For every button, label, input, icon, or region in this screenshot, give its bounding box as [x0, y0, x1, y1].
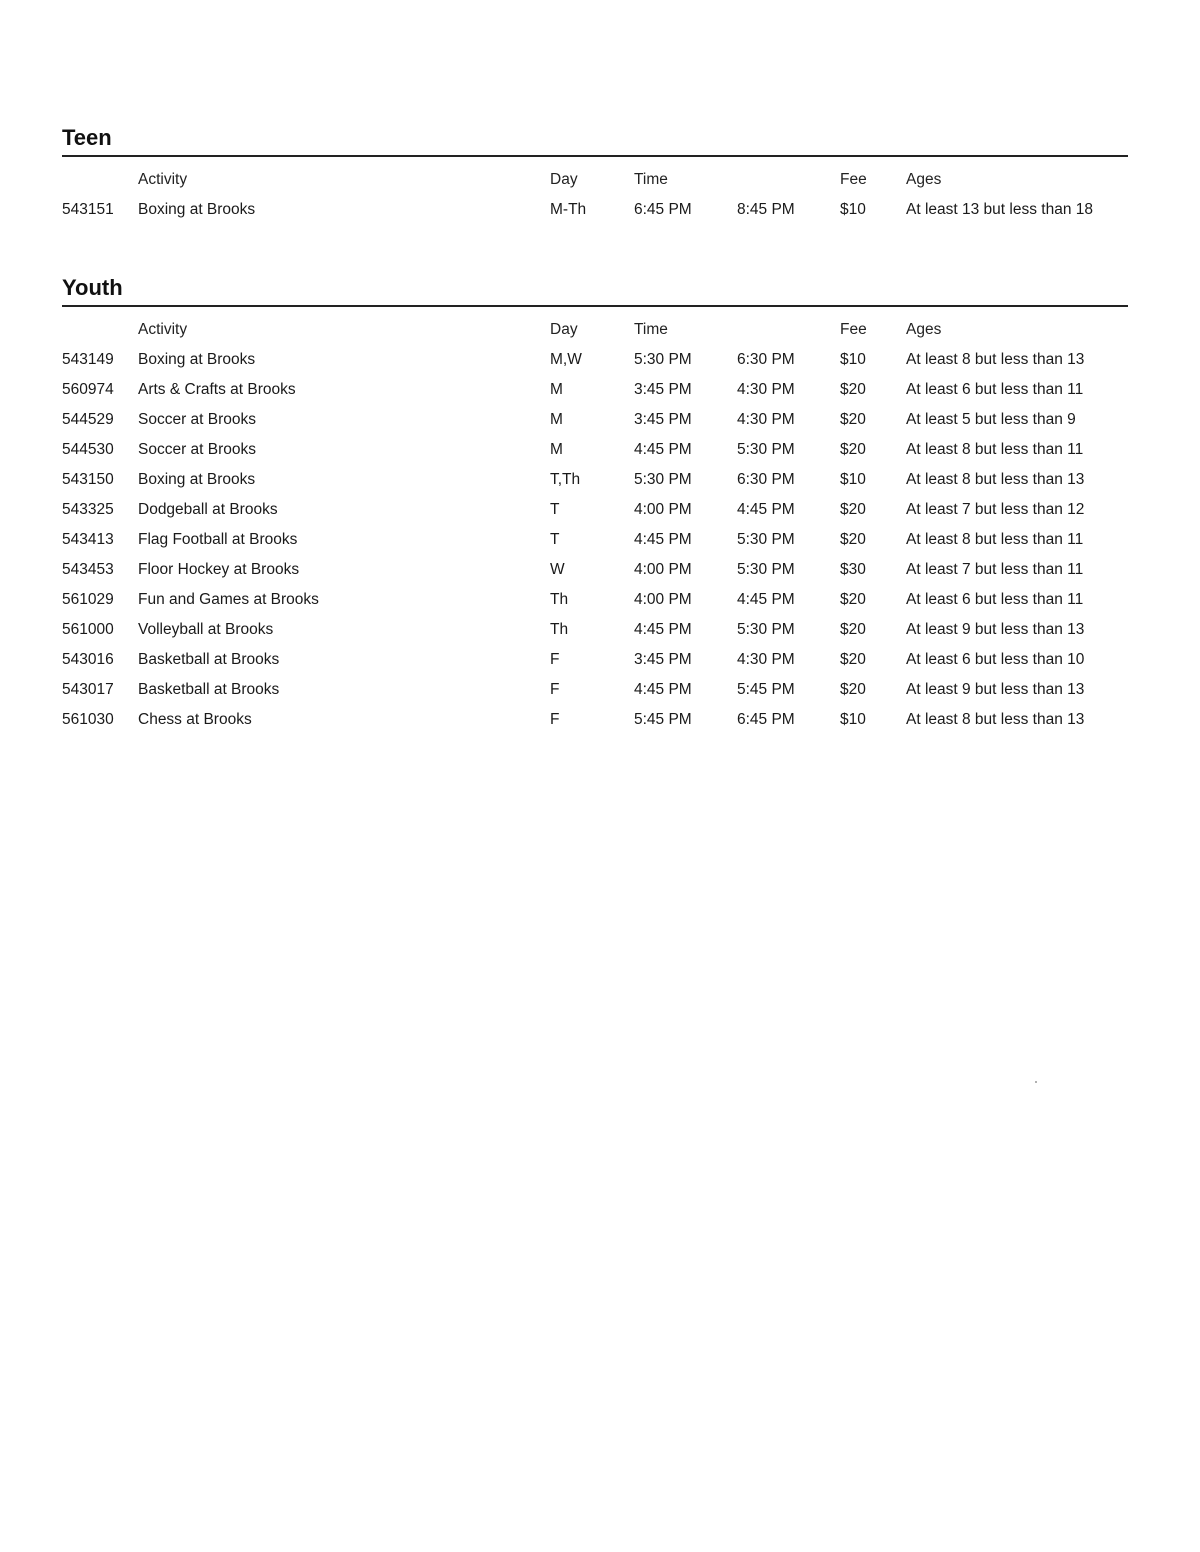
table-row — [62, 585, 1128, 615]
start-time: 4:45 PM — [634, 621, 692, 638]
end-time: 4:45 PM — [737, 501, 795, 518]
teen-title: Teen — [62, 125, 112, 150]
course-code: 560974 — [62, 381, 114, 398]
day-value: F — [550, 711, 560, 728]
ages-value: At least 8 but less than 13 — [906, 471, 1085, 488]
end-time: 5:30 PM — [737, 621, 795, 638]
teen-divider — [62, 155, 1128, 157]
activity-name: Flag Football at Brooks — [138, 531, 298, 548]
end-time: 4:45 PM — [737, 591, 795, 608]
end-time: 4:30 PM — [737, 651, 795, 668]
day-value: M,W — [550, 351, 582, 368]
start-time: 3:45 PM — [634, 411, 692, 428]
end-time: 5:30 PM — [737, 561, 795, 578]
teen-header-row — [62, 165, 1128, 195]
fee-value: $20 — [840, 441, 866, 458]
day-value: F — [550, 651, 560, 668]
table-row — [62, 195, 1128, 225]
fee-value: $10 — [840, 471, 866, 488]
fee-value: $20 — [840, 681, 866, 698]
ages-value: At least 7 but less than 11 — [906, 561, 1084, 578]
fee-value: $10 — [840, 201, 866, 218]
activity-name: Fun and Games at Brooks — [138, 591, 319, 608]
end-time: 5:45 PM — [737, 681, 795, 698]
ages-value: At least 9 but less than 13 — [906, 621, 1085, 638]
ages-value: At least 8 but less than 13 — [906, 351, 1085, 368]
fee-header: Fee — [840, 171, 867, 188]
course-code: 543016 — [62, 651, 114, 668]
end-time: 4:30 PM — [737, 411, 795, 428]
activity-name: Basketball at Brooks — [138, 651, 280, 668]
day-value: Th — [550, 591, 569, 608]
activity-name: Soccer at Brooks — [138, 441, 257, 458]
activity-name: Volleyball at Brooks — [138, 621, 274, 638]
table-row — [62, 555, 1128, 585]
course-code: 561029 — [62, 591, 114, 608]
table-row — [62, 525, 1128, 555]
youth-section — [62, 275, 1128, 728]
table-row — [62, 375, 1128, 405]
fee-value: $20 — [840, 531, 866, 548]
end-time: 6:30 PM — [737, 471, 795, 488]
activity-name: Boxing at Brooks — [138, 351, 256, 368]
course-code: 543017 — [62, 681, 114, 698]
ages-value: At least 6 but less than 11 — [906, 591, 1084, 608]
day-value: T,Th — [550, 471, 581, 488]
course-code: 543149 — [62, 351, 114, 368]
day-value: T — [550, 501, 560, 518]
start-time: 5:45 PM — [634, 711, 692, 728]
activity-name: Arts & Crafts at Brooks — [138, 381, 296, 398]
start-time: 4:00 PM — [634, 591, 692, 608]
ages-value: At least 7 but less than 12 — [906, 501, 1085, 518]
activity-name: Dodgeball at Brooks — [138, 501, 278, 518]
day-header: Day — [550, 321, 578, 338]
day-value: W — [550, 561, 565, 578]
table-row — [62, 405, 1128, 435]
ages-value: At least 5 but less than 9 — [906, 411, 1076, 428]
table-row — [62, 615, 1128, 645]
fee-value: $20 — [840, 411, 866, 428]
course-code: 543453 — [62, 561, 114, 578]
table-row — [62, 345, 1128, 375]
scan-speck — [1035, 1081, 1037, 1083]
start-time: 4:45 PM — [634, 681, 692, 698]
start-time: 3:45 PM — [634, 381, 692, 398]
activity-name: Basketball at Brooks — [138, 681, 280, 698]
fee-value: $30 — [840, 561, 866, 578]
course-code: 543413 — [62, 531, 114, 548]
day-value: T — [550, 531, 560, 548]
start-time: 6:45 PM — [634, 201, 692, 218]
activity-name: Soccer at Brooks — [138, 411, 257, 428]
course-code: 544530 — [62, 441, 114, 458]
end-time: 5:30 PM — [737, 441, 795, 458]
table-row — [62, 675, 1128, 705]
ages-value: At least 8 but less than 11 — [906, 441, 1084, 458]
course-code: 561030 — [62, 711, 114, 728]
day-value: M — [550, 411, 563, 428]
ages-header: Ages — [906, 171, 942, 188]
course-code: 543151 — [62, 201, 114, 218]
fee-value: $20 — [840, 621, 866, 638]
ages-value: At least 6 but less than 10 — [906, 651, 1085, 668]
activity-name: Boxing at Brooks — [138, 471, 256, 488]
day-header: Day — [550, 171, 578, 188]
course-code: 543325 — [62, 501, 114, 518]
table-row — [62, 465, 1128, 495]
start-time: 3:45 PM — [634, 651, 692, 668]
end-time: 5:30 PM — [737, 531, 795, 548]
activity-name: Floor Hockey at Brooks — [138, 561, 300, 578]
day-value: M-Th — [550, 201, 587, 218]
teen-section — [62, 125, 1128, 218]
table-row — [62, 705, 1128, 735]
ages-value: At least 8 but less than 13 — [906, 711, 1085, 728]
day-value: M — [550, 441, 563, 458]
time-header: Time — [634, 321, 668, 338]
fee-value: $20 — [840, 501, 866, 518]
course-code: 543150 — [62, 471, 114, 488]
start-time: 4:00 PM — [634, 501, 692, 518]
table-row — [62, 645, 1128, 675]
ages-value: At least 9 but less than 13 — [906, 681, 1085, 698]
fee-value: $10 — [840, 711, 866, 728]
end-time: 6:30 PM — [737, 351, 795, 368]
activity-name: Chess at Brooks — [138, 711, 252, 728]
start-time: 5:30 PM — [634, 351, 692, 368]
time-header: Time — [634, 171, 668, 188]
fee-header: Fee — [840, 321, 867, 338]
activity-header: Activity — [138, 321, 188, 338]
fee-value: $20 — [840, 381, 866, 398]
ages-value: At least 6 but less than 11 — [906, 381, 1084, 398]
end-time: 6:45 PM — [737, 711, 795, 728]
end-time: 8:45 PM — [737, 201, 795, 218]
fee-value: $20 — [840, 651, 866, 668]
table-row — [62, 495, 1128, 525]
fee-value: $10 — [840, 351, 866, 368]
start-time: 4:45 PM — [634, 441, 692, 458]
start-time: 4:45 PM — [634, 531, 692, 548]
fee-value: $20 — [840, 591, 866, 608]
ages-value: At least 8 but less than 11 — [906, 531, 1084, 548]
start-time: 4:00 PM — [634, 561, 692, 578]
activity-name: Boxing at Brooks — [138, 201, 256, 218]
activity-header: Activity — [138, 171, 188, 188]
ages-value: At least 13 but less than 18 — [906, 201, 1093, 218]
day-value: F — [550, 681, 560, 698]
day-value: M — [550, 381, 563, 398]
course-code: 544529 — [62, 411, 114, 428]
table-row — [62, 435, 1128, 465]
course-code: 561000 — [62, 621, 114, 638]
youth-title: Youth — [62, 275, 123, 300]
day-value: Th — [550, 621, 569, 638]
youth-divider — [62, 305, 1128, 307]
end-time: 4:30 PM — [737, 381, 795, 398]
start-time: 5:30 PM — [634, 471, 692, 488]
youth-header-row — [62, 315, 1128, 345]
ages-header: Ages — [906, 321, 942, 338]
